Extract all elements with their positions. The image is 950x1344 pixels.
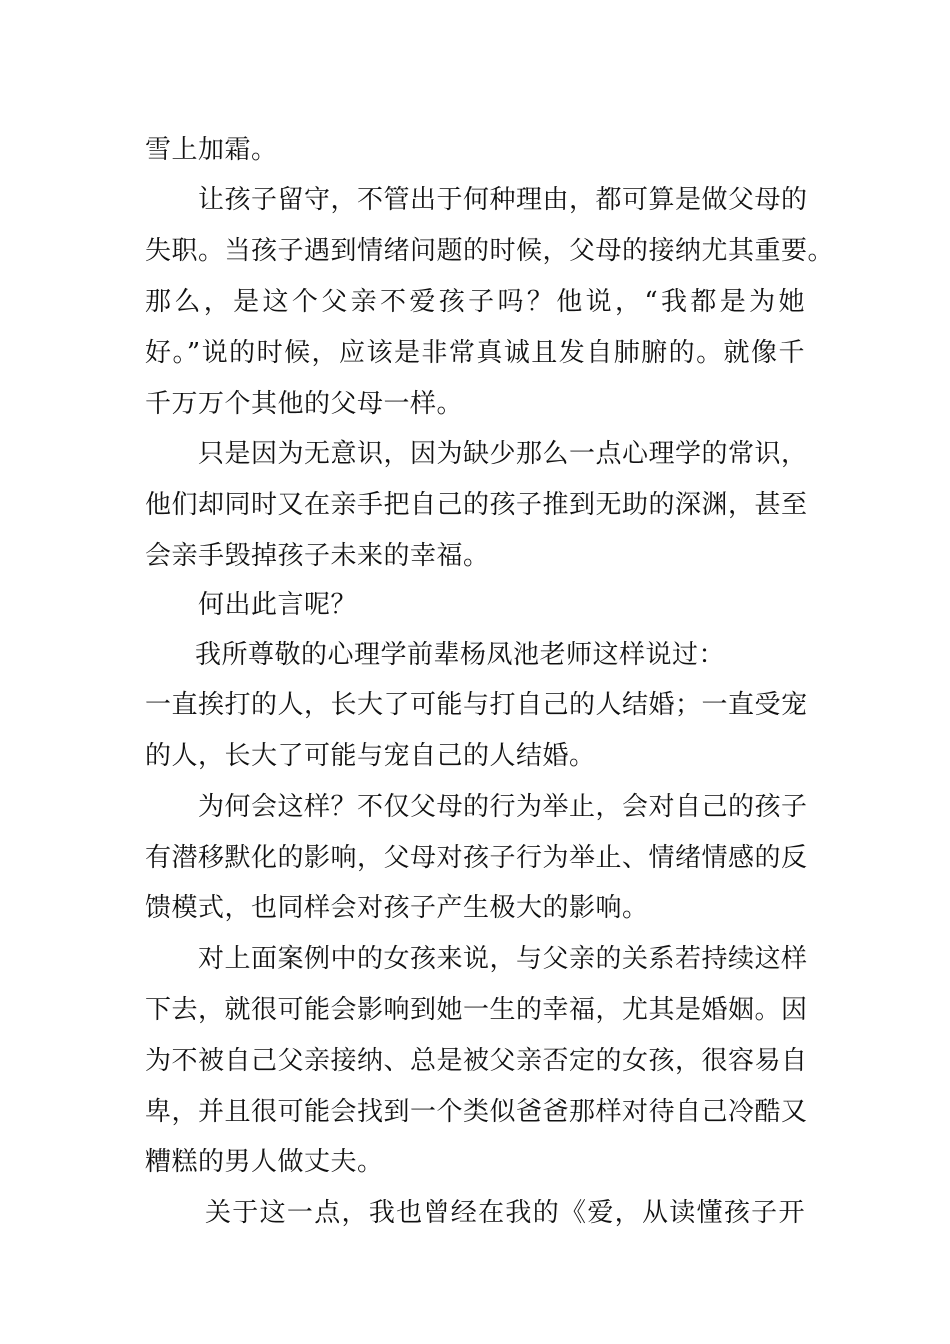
- text-line: 馈模式，也同样会对孩子产生极大的影响。: [145, 893, 649, 923]
- paragraph-start-line: 只是因为无意识，因为缺少那么一点心理学的常识，: [198, 439, 808, 469]
- text-line: 下去，就很可能会影响到她一生的幸福，尤其是婚姻。因: [145, 995, 808, 1025]
- text-line: 雪上加霜。: [145, 135, 278, 165]
- paragraph-start-line: 关于这一点，我也曾经在我的《爱，从读懂孩子开: [205, 1198, 805, 1228]
- paragraph-start-line: 何出此言呢？: [198, 590, 358, 620]
- quote-line: 的人，长大了可能与宠自己的人结婚。: [145, 741, 596, 771]
- paragraph-start-line: 让孩子留守，不管出于何种理由，都可算是做父母的: [198, 185, 808, 215]
- text-line: 失职。当孩子遇到情绪问题的时候，父母的接纳尤其重要。: [145, 236, 835, 266]
- text-line: 好。”说的时候，应该是非常真诚且发自肺腑的。就像千: [145, 338, 805, 368]
- text-line: 为不被自己父亲接纳、总是被父亲否定的女孩，很容易自: [145, 1046, 808, 1076]
- text-line: 那么，是这个父亲不爱孩子吗？他说，“我都是为她: [145, 287, 805, 317]
- text-line: 千万万个其他的父母一样。: [145, 389, 464, 419]
- text-line: 会亲手毁掉孩子未来的幸福。: [145, 541, 490, 571]
- text-line: 有潜移默化的影响，父母对孩子行为举止、情绪情感的反: [145, 843, 808, 873]
- text-line: 糟糕的男人做丈夫。: [145, 1147, 384, 1177]
- text-line: 卑，并且很可能会找到一个类似爸爸那样对待自己冷酷又: [145, 1097, 808, 1127]
- quote-line: 一直挨打的人，长大了可能与打自己的人结婚；一直受宠: [145, 690, 808, 720]
- paragraph-start-line: 我所尊敬的心理学前辈杨凤池老师这样说过：: [195, 640, 726, 670]
- text-line: 他们却同时又在亲手把自己的孩子推到无助的深渊，甚至: [145, 490, 808, 520]
- paragraph-start-line: 对上面案例中的女孩来说，与父亲的关系若持续这样: [198, 944, 808, 974]
- paragraph-start-line: 为何会这样？不仅父母的行为举止，会对自己的孩子: [198, 792, 808, 822]
